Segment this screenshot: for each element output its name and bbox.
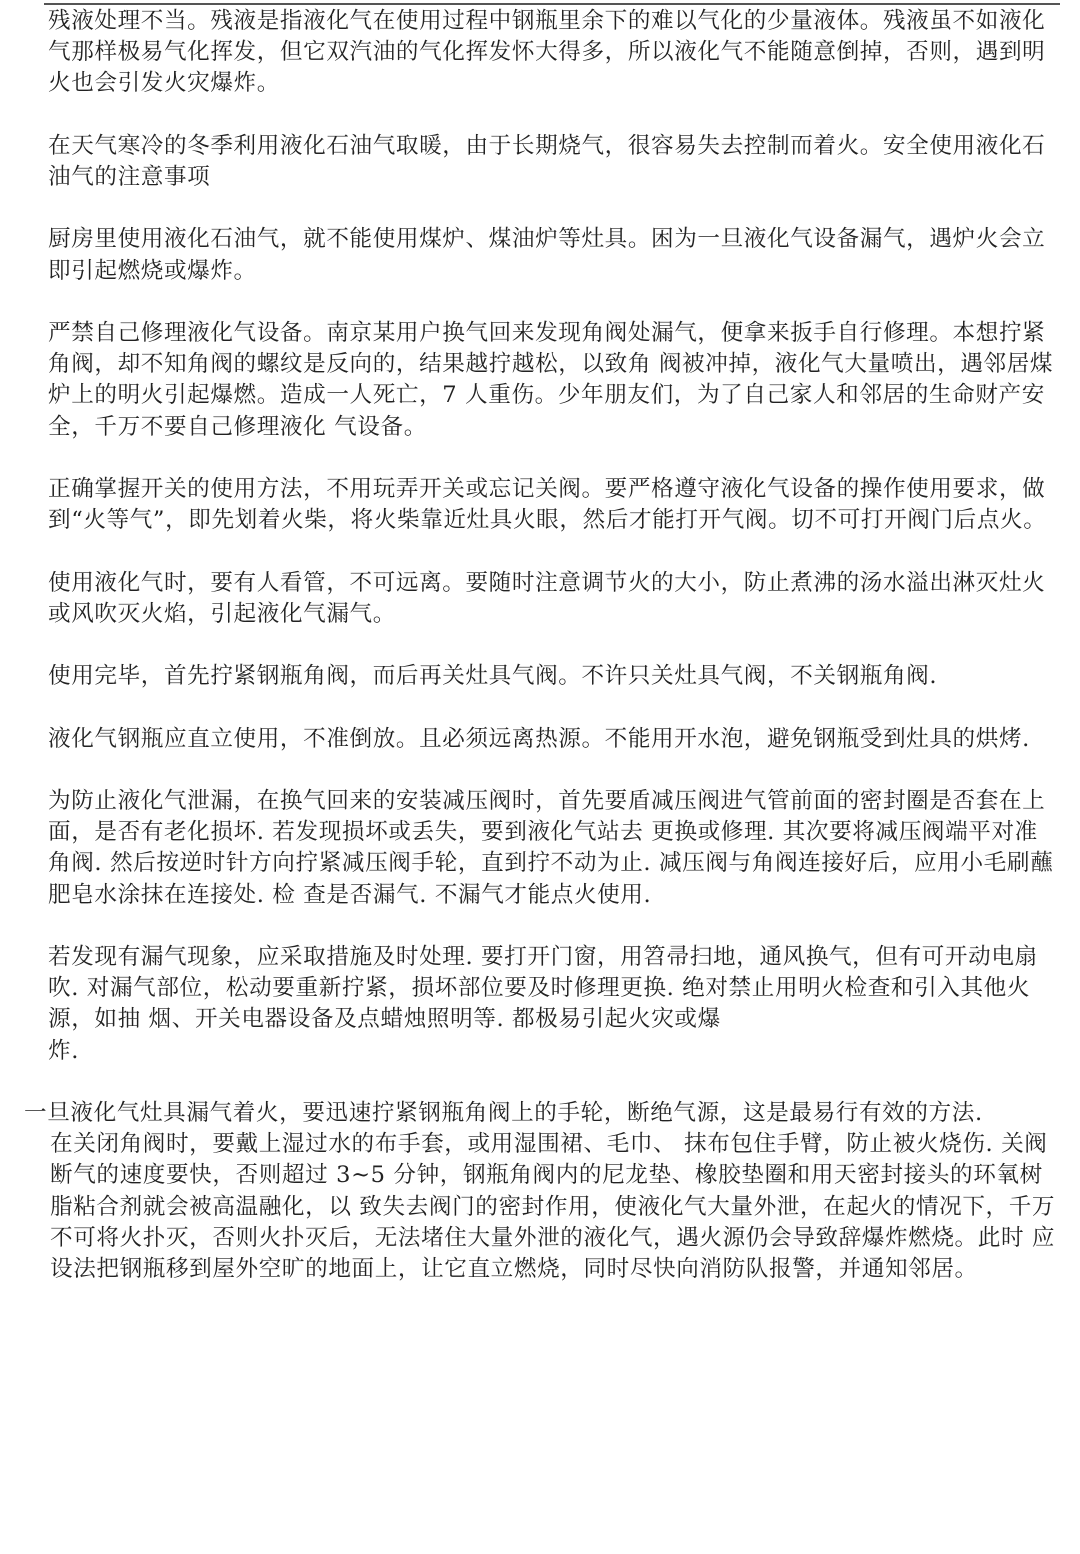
paragraph-leak-handling-tail: 炸. (48, 1037, 79, 1064)
paragraph-upright-cylinder: 液化气钢瓶应直立使用，不准倒放。且必须远离热源。不能用开水泡，避免钢瓶受到灶具的烘烤. (48, 725, 1030, 752)
paragraph-leak-handling: 若发现有漏气现象，应采取措施及时处理. 要打开门窗，用笤帚扫地，通风换气，但有可开动电扇吹. 对漏气部位，松动要重新拧紧，损坏部位要及时修理更换. 绝对禁止用明火检查和引入其他火源，如抽 烟、开关电器设备及点蜡烛照明等. 都极易引起火灾或爆 (48, 943, 1038, 1033)
top-rule (44, 3, 1060, 5)
paragraph-residual-liquid: 残液处理不当。残液是指液化气在使用过程中钢瓶里余下的难以气化的少量液体。残液虽不如液化气那样极易气化挥发，但它双汽油的气化挥发怀大得多，所以液化气不能随意倒掉，否则，遇到明火也会引发火灾爆炸。 (48, 8, 1046, 97)
paragraph-no-self-repair: 严禁自己修理液化气设备。南京某用户换气回来发现角阀处漏气，便拿来扳手自行修理。本想拧紧角阀，却不知角阀的螺纹是反向的，结果越拧越松，以致角 阀被冲掉，液化气大量喷出，遇邻居煤炉上的明火引起爆燃。造成一人死亡，7 人重伤。少年朋友们，为了自己家人和邻居的生命财产安全，千万不要自己修理液化 气设备。 (48, 319, 1054, 440)
paragraph-kitchen-stoves: 厨房里使用液化石油气，就不能使用煤炉、煤油炉等灶具。困为一旦液化气设备漏气，遇炉火会立即引起燃烧或爆炸。 (48, 226, 1046, 284)
paragraph-after-use: 使用完毕，首先拧紧钢瓶角阀，而后再关灶具气阀。不许只关灶具气阀，不关钢瓶角阀. (48, 663, 938, 690)
fire-emergency-body: 在关闭角阀时，要戴上湿过水的布手套，或用湿围裙、毛巾、 抹布包住手臂，防止被火烧伤. 关阀断气的速度要快，否则超过 3~5 分钟，钢瓶角阀内的尼龙垫、橡胶垫圈和用天密封接头的环氧树脂粘合剂就会被高温融化，以 致失去阀门的密封作用，使液化气大量外泄，在起火的情况下，千万不可将火扑灭，否则火扑灭后，无法堵住大量外泄的液化气，遇火源仍会导致辞爆炸燃烧。此时 应设法把钢瓶移到屋外空旷的地面上，让它直立燃烧，同时尽快向消防队报警，并通知邻居。 (50, 1131, 1056, 1282)
paragraph-supervision: 使用液化气时，要有人看管，不可远离。要随时注意调节火的大小，防止煮沸的汤水溢出淋灭灶火或风吹灭火焰，引起液化气漏气。 (48, 569, 1046, 627)
paragraph-winter-heating: 在天气寒冷的冬季利用液化石油气取暖，由于长期烧气，很容易失去控制而着火。安全使用液化石油气的注意事项 (48, 132, 1046, 190)
paragraph-switch-usage: 正确掌握开关的使用方法，不用玩弄开关或忘记关阀。要严格遵守液化气设备的操作使用要求，做到“火等气”，即先划着火柴，将火柴靠近灶具火眼，然后才能打开气阀。切不可打开阀门后点火。 (48, 475, 1047, 534)
paragraph-fire-emergency (24, 1098, 1056, 1285)
fire-emergency-first-line: 一旦液化气灶具漏气着火，要迅速拧紧钢瓶角阀上的手轮，断绝气源，这是最易行有效的方法. (24, 1099, 983, 1126)
document-body (24, 6, 1056, 1316)
paragraph-leak-prevention: 为防止液化气泄漏，在换气回来的安装减压阀时，首先要盾减压阀进气管前面的密封圈是否套在上面，是否有老化损坏. 若发现损坏或丢失，要到液化气站去 更换或修理. 其次要将减压阀端平对准角阀. 然后按逆时针方向拧紧减压阀手轮，直到拧不动为止. 减压阀与角阀连接好后，应用小毛刷蘸肥皂水涂抹在连接处. 检 查是否漏气. 不漏气才能点火使用. (48, 787, 1054, 908)
